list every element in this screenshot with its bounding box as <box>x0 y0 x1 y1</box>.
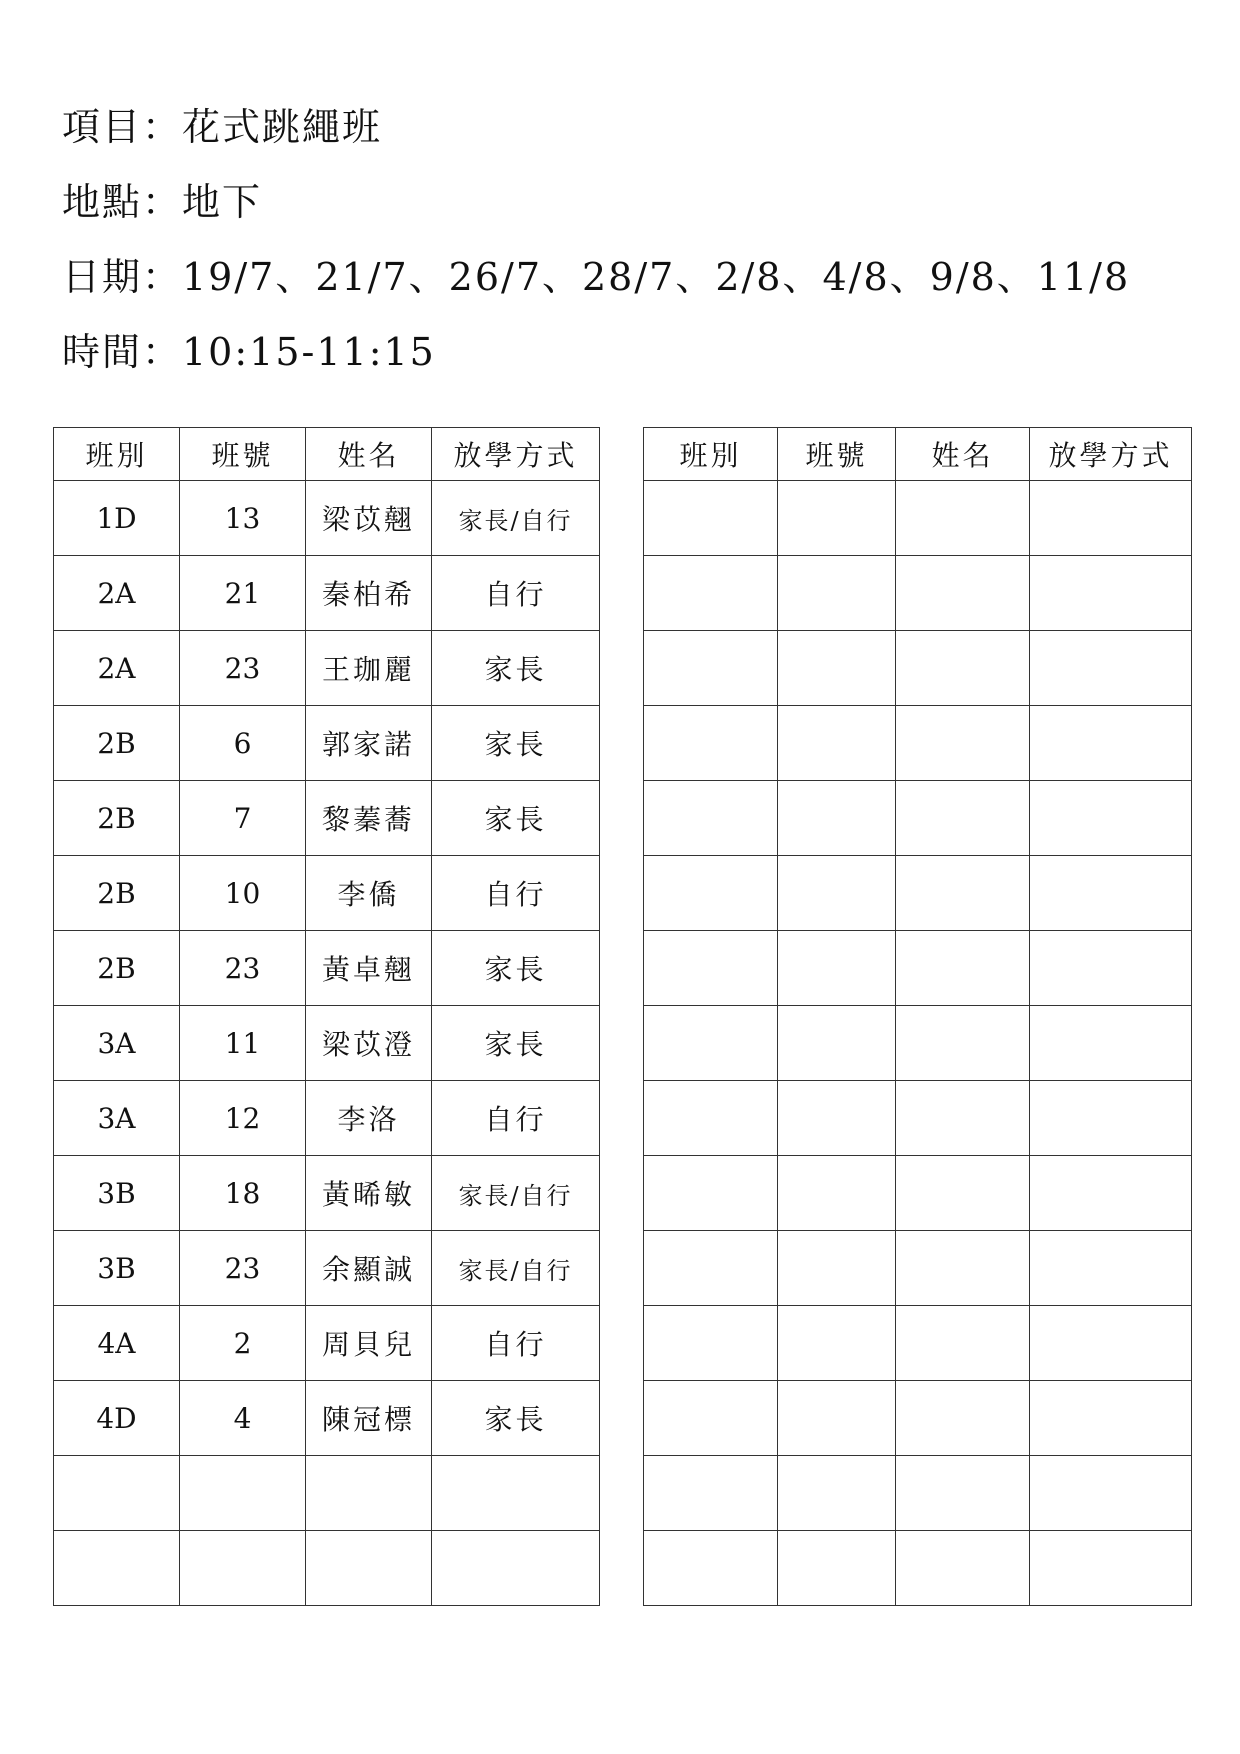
cell-class: 2B <box>54 856 180 931</box>
cell-name: 李僑 <box>306 856 432 931</box>
cell-number <box>778 1231 896 1306</box>
cell-name: 黃晞敏 <box>306 1156 432 1231</box>
cell-number <box>180 1531 306 1606</box>
empty-row <box>644 1306 1192 1381</box>
empty-row <box>644 856 1192 931</box>
cell-number: 2 <box>180 1306 306 1381</box>
table-row <box>54 1381 600 1456</box>
cell-name: 梁苡翹 <box>306 481 432 556</box>
cell-name <box>896 931 1030 1006</box>
cell-class <box>644 481 778 556</box>
cell-name <box>896 1156 1030 1231</box>
table-row <box>54 481 600 556</box>
cell-name <box>896 1006 1030 1081</box>
cell-dismissal: 家長 <box>432 631 600 706</box>
cell-class: 4A <box>54 1306 180 1381</box>
cell-dismissal: 家長 <box>432 781 600 856</box>
cell-dismissal: 家長 <box>432 1006 600 1081</box>
cell-class <box>644 781 778 856</box>
cell-class: 2B <box>54 781 180 856</box>
cell-class <box>644 1231 778 1306</box>
cell-dismissal: 自行 <box>432 556 600 631</box>
empty-row <box>644 1006 1192 1081</box>
cell-dismissal <box>1030 1231 1192 1306</box>
cell-number <box>778 1306 896 1381</box>
cell-number <box>778 631 896 706</box>
cell-dismissal: 家長 <box>432 931 600 1006</box>
cell-dismissal <box>1030 706 1192 781</box>
header-class: 班別 <box>644 428 778 481</box>
cell-name <box>306 1456 432 1531</box>
cell-number: 10 <box>180 856 306 931</box>
table-row <box>54 556 600 631</box>
empty-row <box>644 1381 1192 1456</box>
table-row <box>54 706 600 781</box>
cell-dismissal <box>1030 781 1192 856</box>
empty-row <box>644 931 1192 1006</box>
table-row <box>54 631 600 706</box>
cell-dismissal: 自行 <box>432 856 600 931</box>
cell-class <box>54 1456 180 1531</box>
cell-number: 6 <box>180 706 306 781</box>
cell-number: 12 <box>180 1081 306 1156</box>
cell-dismissal <box>1030 1081 1192 1156</box>
date-line: 日期：19/7、21/7、26/7、28/7、2/8、4/8、9/8、11/8 <box>62 255 1131 299</box>
cell-name: 王珈麗 <box>306 631 432 706</box>
cell-class: 1D <box>54 481 180 556</box>
cell-class <box>644 1156 778 1231</box>
header-name: 姓名 <box>896 428 1030 481</box>
cell-dismissal: 家長/自行 <box>432 1156 600 1231</box>
cell-dismissal <box>432 1531 600 1606</box>
header-name: 姓名 <box>306 428 432 481</box>
cell-number <box>778 856 896 931</box>
cell-number <box>778 781 896 856</box>
cell-name <box>896 706 1030 781</box>
cell-number: 13 <box>180 481 306 556</box>
cell-dismissal: 家長 <box>432 706 600 781</box>
empty-row <box>644 706 1192 781</box>
cell-dismissal <box>1030 856 1192 931</box>
empty-row <box>54 1531 600 1606</box>
cell-number <box>778 481 896 556</box>
cell-dismissal <box>1030 1456 1192 1531</box>
cell-number: 4 <box>180 1381 306 1456</box>
table-row <box>54 1081 600 1156</box>
cell-class: 3A <box>54 1006 180 1081</box>
cell-dismissal <box>1030 556 1192 631</box>
cell-class <box>644 1081 778 1156</box>
cell-class <box>644 706 778 781</box>
cell-class: 2B <box>54 931 180 1006</box>
cell-class: 2A <box>54 556 180 631</box>
header-dismissal: 放學方式 <box>432 428 600 481</box>
cell-dismissal <box>1030 481 1192 556</box>
cell-name <box>896 1306 1030 1381</box>
cell-number: 18 <box>180 1156 306 1231</box>
empty-row <box>644 481 1192 556</box>
cell-number: 7 <box>180 781 306 856</box>
cell-name <box>896 1456 1030 1531</box>
table-header-row <box>644 428 1192 481</box>
cell-number <box>778 1456 896 1531</box>
cell-name <box>896 481 1030 556</box>
cell-class <box>644 631 778 706</box>
empty-row <box>644 1231 1192 1306</box>
header-dismissal: 放學方式 <box>1030 428 1192 481</box>
table-row <box>54 931 600 1006</box>
cell-name <box>896 1381 1030 1456</box>
time-line: 時間：10:15-11:15 <box>62 330 436 374</box>
cell-number <box>778 1006 896 1081</box>
table-row <box>54 856 600 931</box>
cell-class: 3B <box>54 1231 180 1306</box>
cell-dismissal: 家長 <box>432 1381 600 1456</box>
table-row <box>54 1306 600 1381</box>
item-line: 項目：花式跳繩班 <box>62 105 383 149</box>
empty-row <box>644 1156 1192 1231</box>
cell-class: 3B <box>54 1156 180 1231</box>
table-row <box>54 1006 600 1081</box>
cell-dismissal: 自行 <box>432 1081 600 1156</box>
cell-class <box>644 1006 778 1081</box>
cell-name <box>896 631 1030 706</box>
cell-class: 2A <box>54 631 180 706</box>
cell-name <box>306 1531 432 1606</box>
cell-name: 余顯誠 <box>306 1231 432 1306</box>
cell-class <box>644 1381 778 1456</box>
cell-name <box>896 556 1030 631</box>
cell-number: 21 <box>180 556 306 631</box>
cell-dismissal <box>1030 1306 1192 1381</box>
cell-class <box>644 1306 778 1381</box>
empty-row <box>644 1531 1192 1606</box>
cell-name: 陳冠標 <box>306 1381 432 1456</box>
cell-class: 2B <box>54 706 180 781</box>
cell-name: 黎蓁蕎 <box>306 781 432 856</box>
place-line: 地點：地下 <box>62 180 263 224</box>
table-row <box>54 1156 600 1231</box>
header-class: 班別 <box>54 428 180 481</box>
table-row <box>54 1231 600 1306</box>
cell-class: 4D <box>54 1381 180 1456</box>
cell-dismissal <box>1030 1156 1192 1231</box>
cell-dismissal: 自行 <box>432 1306 600 1381</box>
cell-number: 23 <box>180 931 306 1006</box>
cell-name <box>896 781 1030 856</box>
cell-number <box>778 931 896 1006</box>
cell-dismissal: 家長/自行 <box>432 481 600 556</box>
cell-dismissal <box>432 1456 600 1531</box>
cell-name <box>896 1531 1030 1606</box>
cell-number: 11 <box>180 1006 306 1081</box>
cell-name: 郭家諾 <box>306 706 432 781</box>
cell-class <box>644 856 778 931</box>
header-number: 班號 <box>180 428 306 481</box>
empty-row <box>644 781 1192 856</box>
cell-number <box>778 556 896 631</box>
cell-class <box>644 1456 778 1531</box>
roster-table-right <box>643 427 1192 1606</box>
cell-name: 梁苡澄 <box>306 1006 432 1081</box>
empty-row <box>644 1456 1192 1531</box>
table-row <box>54 781 600 856</box>
cell-dismissal <box>1030 1381 1192 1456</box>
empty-row <box>644 556 1192 631</box>
header-number: 班號 <box>778 428 896 481</box>
cell-class <box>644 556 778 631</box>
cell-name <box>896 856 1030 931</box>
cell-number: 23 <box>180 631 306 706</box>
cell-dismissal <box>1030 1006 1192 1081</box>
cell-dismissal <box>1030 631 1192 706</box>
cell-class <box>644 931 778 1006</box>
cell-class <box>54 1531 180 1606</box>
empty-row <box>644 631 1192 706</box>
cell-name <box>896 1081 1030 1156</box>
cell-number <box>778 1081 896 1156</box>
cell-name: 李洛 <box>306 1081 432 1156</box>
cell-name: 黃卓翹 <box>306 931 432 1006</box>
cell-dismissal: 家長/自行 <box>432 1231 600 1306</box>
cell-number <box>778 1531 896 1606</box>
cell-number <box>778 1156 896 1231</box>
empty-row <box>644 1081 1192 1156</box>
cell-class: 3A <box>54 1081 180 1156</box>
cell-number <box>778 706 896 781</box>
cell-number <box>778 1381 896 1456</box>
cell-name: 周貝兒 <box>306 1306 432 1381</box>
cell-number: 23 <box>180 1231 306 1306</box>
cell-dismissal <box>1030 1531 1192 1606</box>
cell-name <box>896 1231 1030 1306</box>
empty-row <box>54 1456 600 1531</box>
roster-table-left <box>53 427 600 1606</box>
cell-name: 秦柏希 <box>306 556 432 631</box>
cell-dismissal <box>1030 931 1192 1006</box>
table-header-row <box>54 428 600 481</box>
cell-class <box>644 1531 778 1606</box>
cell-number <box>180 1456 306 1531</box>
